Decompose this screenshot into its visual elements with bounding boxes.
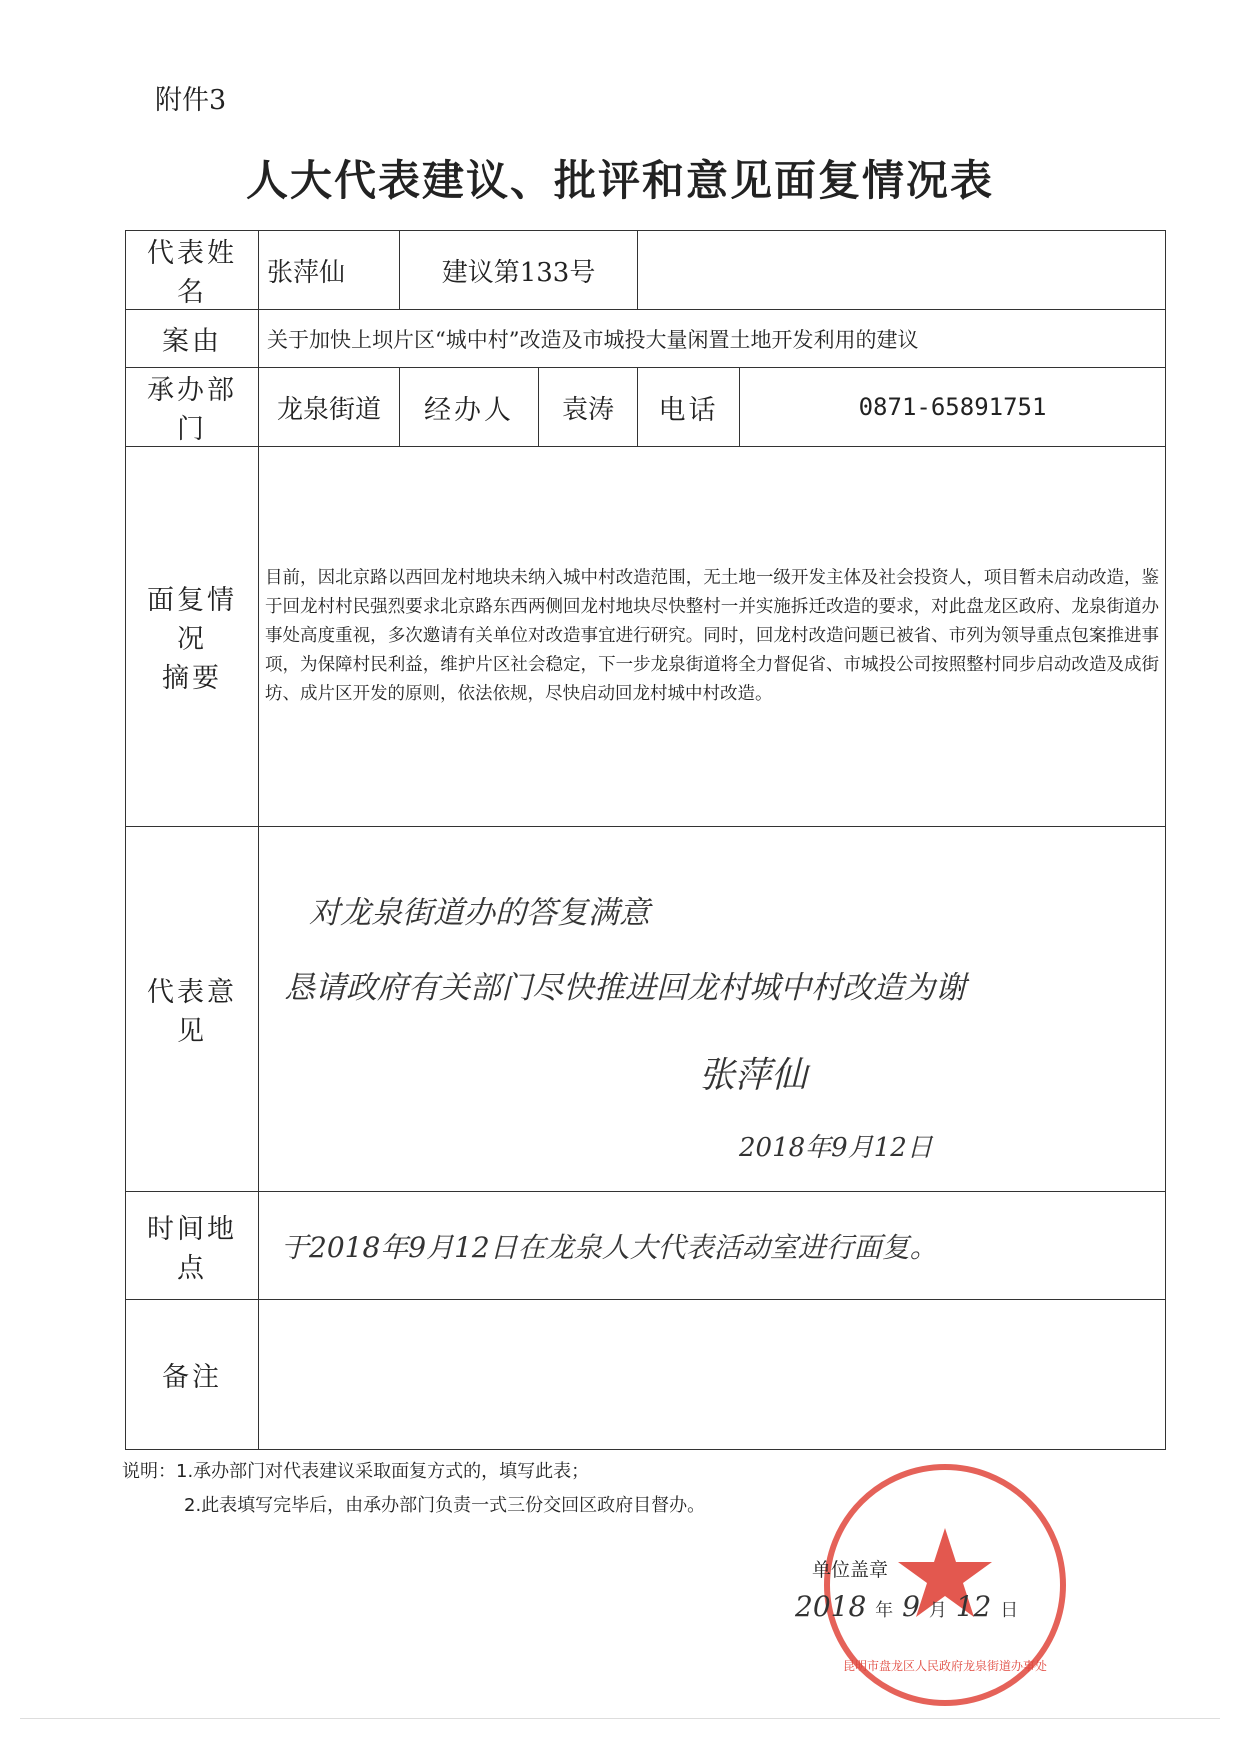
stamp-year-unit: 年 <box>875 1600 894 1621</box>
stamp-day-unit: 日 <box>1000 1600 1019 1621</box>
opinion-line-1: 对龙泉街道办的答复满意 <box>309 895 650 931</box>
handler-value: 袁涛 <box>539 368 638 447</box>
notes <box>122 1455 705 1523</box>
stamp-year: 2018 <box>795 1590 867 1623</box>
time-place-value: 于2018年9月12日在龙泉人大代表活动室进行面复。 <box>259 1192 1166 1300</box>
summary-label-line1: 面复情况 <box>147 585 237 655</box>
phone-label: 电话 <box>638 368 740 447</box>
note-2: 2.此表填写完毕后，由承办部门负责一式三份交回区政府目督办。 <box>184 1495 706 1516</box>
blank-cell <box>638 231 1166 310</box>
subject-value: 关于加快上坝片区“城中村”改造及市城投大量闲置土地开发利用的建议 <box>259 310 1166 368</box>
summary-value: 目前，因北京路以西回龙村地块未纳入城中村改造范围，无土地一级开发主体及社会投资人，项目暂未启动改造，鉴于回龙村村民强烈要求北京路东西两侧回龙村地块尽快整村一并实施拆迁改造的要求，对此盘龙区政府、龙泉街道办事处高度重视，多次邀请有关单位对改造事宜进行研究。同时，回龙村改造问题已被省、市列为领导重点包案推进事项，为保障村民利益，维护片区社会稳定，下一步龙泉街道将全力督促省、市城投公司按照整村同步启动改造及成街坊、成片区开发的原则，依法依规，尽快启动回龙村城中村改造。 <box>259 447 1166 827</box>
stamp-month-unit: 月 <box>928 1600 947 1621</box>
time-place-label: 时间地点 <box>126 1192 259 1300</box>
summary-label <box>126 447 259 827</box>
proposal-number: 建议第133号 <box>400 231 638 310</box>
subject-label: 案由 <box>126 310 259 368</box>
dept-value: 龙泉街道 <box>259 368 400 447</box>
phone-value: 0871-65891751 <box>740 368 1166 447</box>
opinion-signature: 张萍仙 <box>699 1055 808 1096</box>
official-seal <box>820 1460 1070 1710</box>
remarks-value <box>259 1300 1166 1450</box>
opinion-label: 代表意见 <box>126 827 259 1192</box>
opinion-line-2: 恳请政府有关部门尽快推进回龙村城中村改造为谢 <box>284 970 966 1006</box>
note-1: 说明：1.承办部门对代表建议采取面复方式的，填写此表； <box>122 1461 590 1482</box>
opinion-cell <box>259 827 1166 1192</box>
response-form-table <box>125 230 1166 1450</box>
stamp-day: 12 <box>955 1590 992 1623</box>
stamp-label: 单位盖章 <box>812 1559 889 1581</box>
rep-name-value: 张萍仙 <box>259 231 400 310</box>
handler-label: 经办人 <box>400 368 539 447</box>
remarks-label: 备注 <box>126 1300 259 1450</box>
stamp-month: 9 <box>902 1590 920 1623</box>
rep-name-label: 代表姓名 <box>126 231 259 310</box>
attachment-label: 附件3 <box>155 85 227 116</box>
seal-text: 昆明市盘龙区人民政府龙泉街道办事处 <box>842 1659 1048 1673</box>
dept-label: 承办部门 <box>126 368 259 447</box>
page-title: 人大代表建议、批评和意见面复情况表 <box>245 156 994 205</box>
summary-label-line2: 摘要 <box>162 663 222 694</box>
scan-edge-line <box>20 1718 1220 1719</box>
stamp-date <box>795 1590 1018 1623</box>
opinion-date: 2018年9月12日 <box>739 1133 933 1163</box>
